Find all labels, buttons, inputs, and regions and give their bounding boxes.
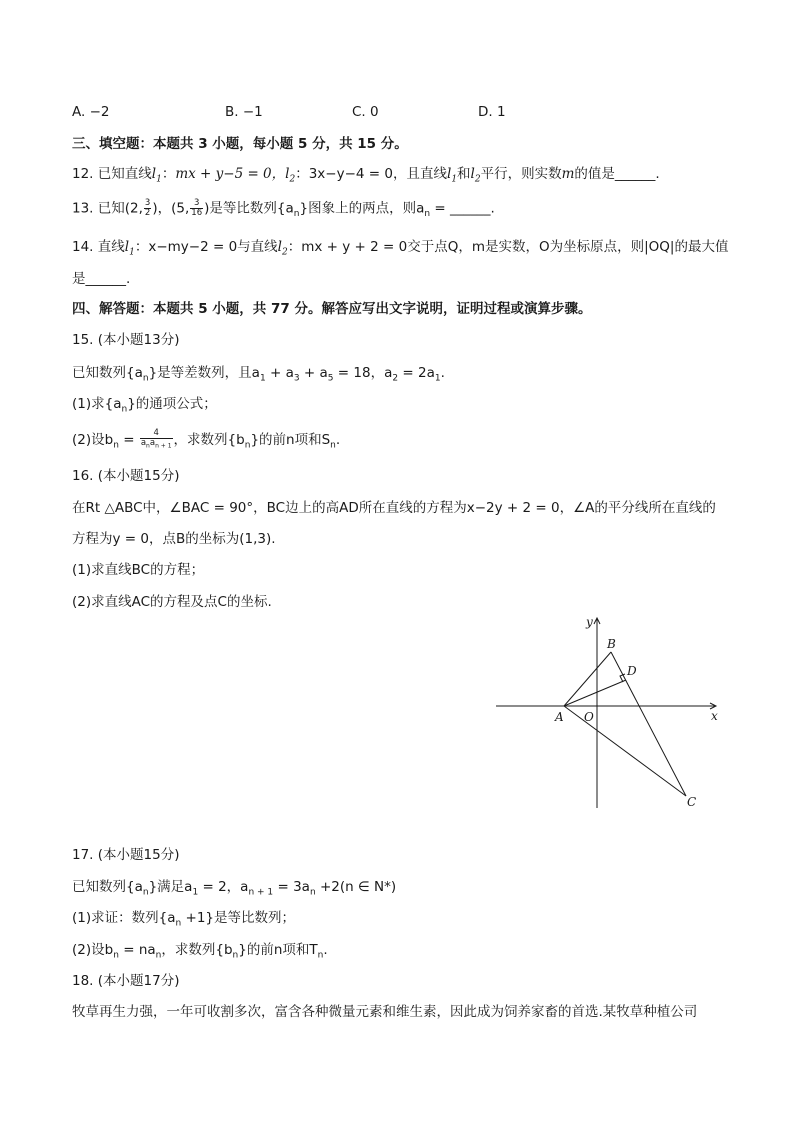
label-y: y bbox=[586, 615, 593, 629]
label-b: B bbox=[607, 637, 616, 651]
question-15-stem: 已知数列$\{a_n\}$是等差数列，且$a_1 + a_3 + a_5 = 18$，$a_2 = 2a_1$. bbox=[72, 365, 445, 384]
question-15-part1: (1)求$\{a_n\}$的通项公式； bbox=[72, 396, 217, 415]
label-d: D bbox=[627, 664, 637, 678]
question-15-header: 15. (本小题13分) bbox=[72, 332, 180, 348]
side-ab bbox=[564, 652, 611, 706]
question-14-cont: 是______. bbox=[72, 271, 131, 287]
question-16-part2: (2)求直线AC的方程及点C的坐标. bbox=[72, 594, 272, 610]
question-16-part1: (1)求直线BC的方程； bbox=[72, 562, 205, 578]
question-14: 14. 直线$l_1$：x−my−2 = 0与直线$l_2$：mx + y + 2 = 0交于点Q，m是实数，O为坐标原点，则|OQ|的最大值 bbox=[72, 239, 729, 258]
question-15-part2: (2)设$b_n$ = $\frac{4}{a_na_{n + 1}}$ ，求数列$\{b_n\}$的前n项和$S_n$. bbox=[72, 428, 341, 451]
question-17-part2: (2)设$b_n = na_n$，求数列$\{b_n\}$的前n项和$T_n$. bbox=[72, 942, 328, 961]
question-16-header: 16. (本小题15分) bbox=[72, 468, 180, 484]
side-bc bbox=[611, 652, 686, 796]
question-17-part1: (1)求证：数列$\{a_n +1\}$是等比数列； bbox=[72, 910, 295, 929]
label-o: O bbox=[584, 710, 594, 724]
label-a: A bbox=[555, 710, 564, 724]
choice-d: D. 1 bbox=[478, 104, 506, 120]
section3-heading: 三、填空题：本题共 3 小题，每小题 5 分，共 15 分。 bbox=[72, 136, 408, 152]
section4-heading: 四、解答题：本题共 5 小题，共 77 分。解答应写出文字说明，证明过程或演算步骤。 bbox=[72, 301, 592, 317]
label-c: C bbox=[687, 795, 697, 809]
side-ac bbox=[564, 706, 686, 796]
question-17-stem: 已知数列$\{a_n\}$满足$a_1 = 2$，$a_{n + 1} = 3a_n +2(n$ ∈ N*) bbox=[72, 879, 397, 898]
label-x: x bbox=[711, 709, 718, 723]
question-16-stem-2: 方程为y = 0，点B的坐标为(1,3). bbox=[72, 531, 276, 547]
question-17-header: 17. (本小题15分) bbox=[72, 847, 180, 863]
question-18-stem: 牧草再生力强，一年可收割多次，富含各种微量元素和维生素，因此成为饲养家畜的首选.某牧草种植公司 bbox=[72, 1004, 698, 1020]
triangle-figure bbox=[492, 610, 732, 815]
question-13: 13. 已知(2, $\frac{3}{2}$ )，(5, $\frac{3}{16}$ )是等比数列$\{a_n\}$图象上的两点，则$a_n$ = ______. bbox=[72, 198, 495, 220]
question-16-stem-1: 在Rt △ABC中，∠BAC = 90°，BC边上的高AD所在直线的方程为x−2y + 2 = 0，∠A的平分线所在直线的 bbox=[72, 500, 716, 516]
choice-b: B. −1 bbox=[225, 104, 263, 120]
choice-c: C. 0 bbox=[352, 104, 379, 120]
choice-row bbox=[72, 103, 722, 121]
choice-a: A. −2 bbox=[72, 104, 110, 120]
altitude-ad bbox=[564, 680, 626, 706]
question-12: 12. 已知直线$l_1$：mx + y−5 = 0，$l_2$：3x−y−4 = 0，且直线$l_1$和$l_2$平行，则实数m的值是______. bbox=[72, 166, 660, 185]
question-18-header: 18. (本小题17分) bbox=[72, 973, 180, 989]
